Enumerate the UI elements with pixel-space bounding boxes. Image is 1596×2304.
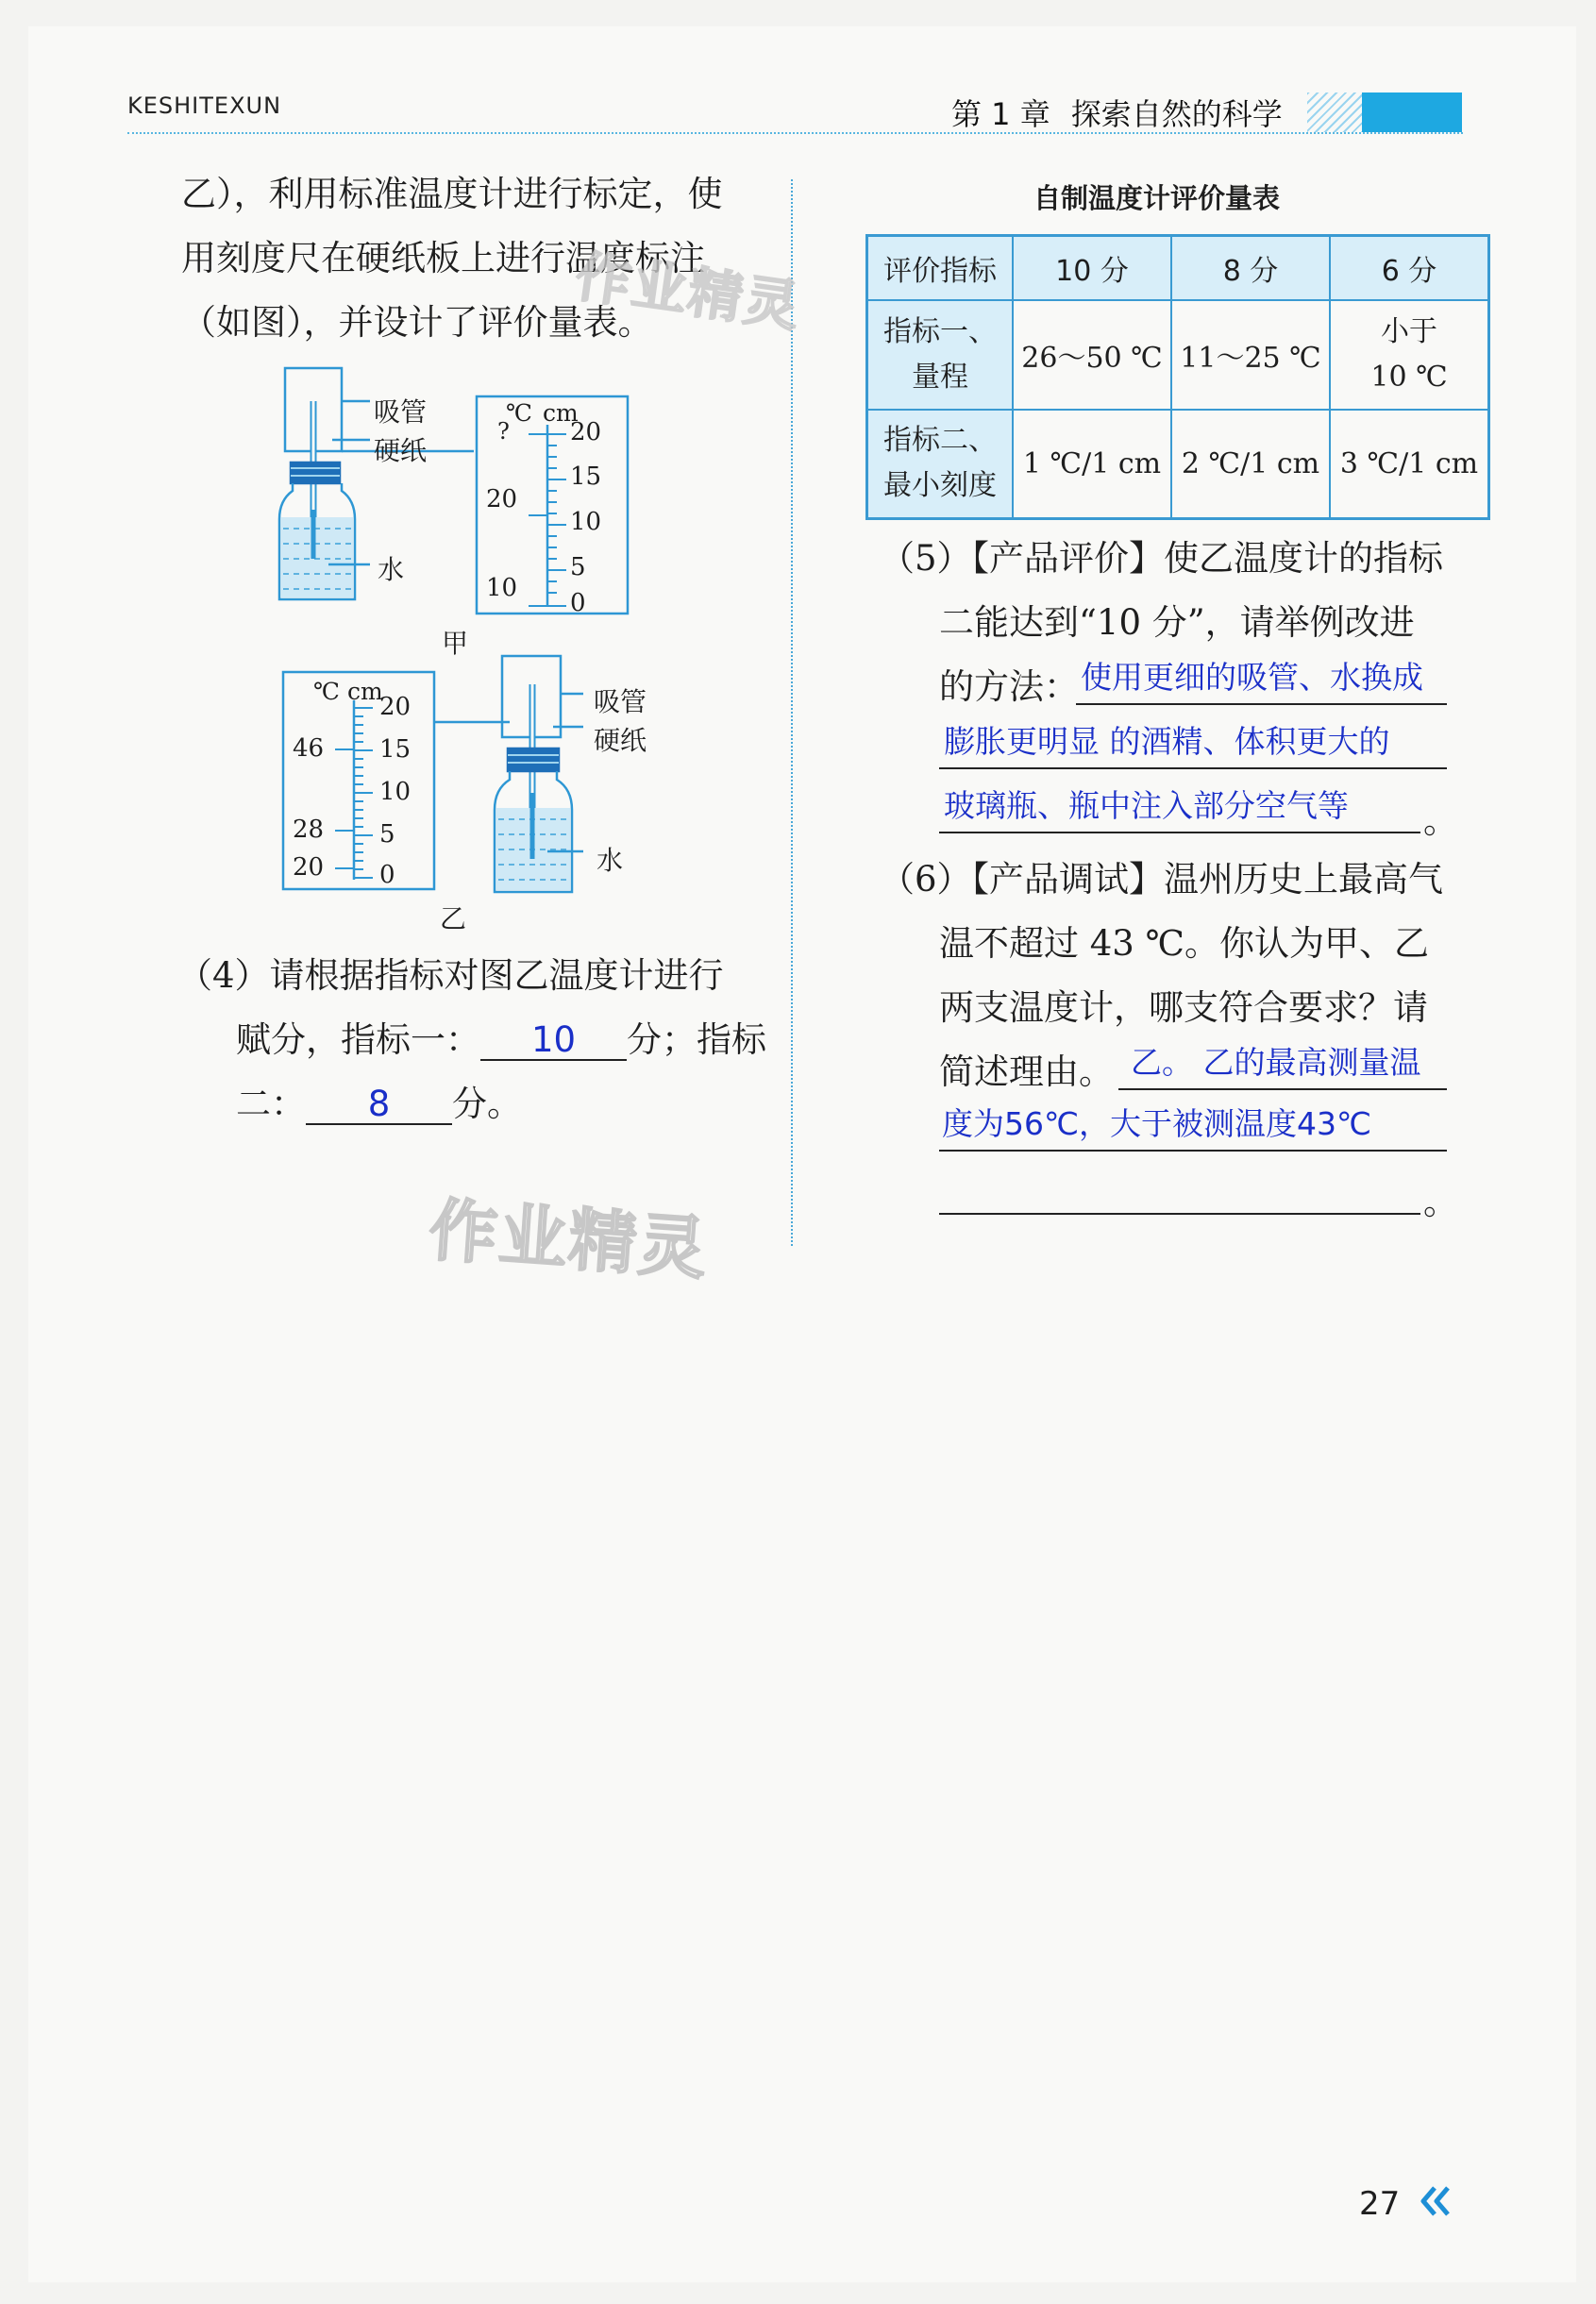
table-header-row: [867, 236, 1489, 300]
yi-straw-label: 吸管: [594, 686, 647, 717]
q5-line-2: 二能达到“10 分”，请举例改进: [939, 602, 1415, 643]
q4-line-2-post: 分；指标: [627, 1019, 766, 1060]
figure-caption-yi: 乙: [440, 903, 467, 934]
yi-c-tick: 46: [293, 734, 325, 763]
table-header-cell: 10 分: [1013, 236, 1171, 300]
table-header-cell: 8 分: [1171, 236, 1330, 300]
q4-answer-1: 10: [480, 1021, 627, 1061]
intro-line-3: （如图），并设计了评价量表。: [181, 302, 653, 343]
table-cell: 2 ℃/1 cm: [1171, 410, 1330, 519]
page-number: 27: [1359, 2185, 1401, 2223]
jia-cm-tick: 5: [570, 553, 586, 581]
row-name-line: 最小刻度: [883, 469, 997, 503]
jia-cm-tick: 0: [570, 589, 586, 617]
row-name-line: 指标二、: [883, 424, 997, 458]
jia-question-mark: ?: [497, 418, 510, 445]
table-row-name: [867, 410, 1014, 519]
q5-answer-line: [1076, 703, 1447, 705]
q6-end-mark: 。: [1423, 1182, 1458, 1222]
table-title: 自制温度计评价量表: [1033, 182, 1281, 214]
row-name-line: 指标一、: [883, 314, 997, 348]
figure-caption-jia: 甲: [442, 628, 469, 659]
q5-end-mark: 。: [1423, 800, 1458, 841]
cell-line: 10 ℃: [1370, 360, 1448, 394]
chapter-number: 第 1 章: [951, 96, 1050, 132]
q4-line-3-post: 分。: [452, 1084, 522, 1124]
table-row: [867, 300, 1489, 410]
yi-c-tick: 28: [293, 816, 325, 844]
table-cell: [1330, 300, 1489, 410]
q5-answer-text: 使用更细的吸管、水换成: [1081, 659, 1423, 696]
jia-unit-cm: cm: [543, 399, 579, 427]
jia-c-tick: 20: [486, 485, 518, 513]
q5-line-1: （5）【产品评价】使乙温度计的指标: [880, 538, 1444, 579]
table-cell: 3 ℃/1 cm: [1330, 410, 1489, 519]
table-row: [867, 410, 1489, 519]
q6-answer-line: [939, 1150, 1447, 1152]
intro-line-2: 用刻度尺在硬纸板上进行温度标注: [181, 238, 705, 278]
yi-water-label: 水: [596, 845, 624, 876]
jia-cm-tick: 15: [570, 462, 602, 491]
q4-line-2: [236, 1008, 766, 1072]
q6-line-2: 温不超过 43 ℃。你认为甲、乙: [939, 923, 1429, 964]
q4-line-3: [236, 1072, 522, 1136]
yi-cm-tick: 0: [379, 861, 395, 889]
header-hatch-decoration: [1307, 92, 1362, 132]
jia-unit-c: ℃: [506, 399, 532, 427]
q5-answer-text: 玻璃瓶、瓶中注入部分空气等: [944, 787, 1349, 824]
evaluation-table: [865, 234, 1490, 520]
q4-answer-2: 8: [306, 1085, 452, 1125]
jia-water-label: 水: [378, 554, 405, 585]
q4-line-1: （4）请根据指标对图乙温度计进行: [177, 955, 724, 996]
yi-cm-tick: 15: [379, 735, 412, 764]
jia-cm-tick: 20: [570, 418, 602, 446]
watermark: 作业精灵: [571, 244, 805, 340]
cell-line: 小于: [1381, 314, 1437, 348]
q4-line-3-pre: 二：: [236, 1084, 306, 1124]
jia-card-label: 硬纸: [374, 435, 428, 466]
yi-cm-tick: 10: [379, 778, 412, 806]
yi-unit-cm: cm: [347, 678, 383, 705]
yi-unit-c: ℃: [313, 678, 340, 705]
double-chevron-left-icon: [1416, 2182, 1453, 2220]
q6-answer-line: [1118, 1088, 1447, 1090]
q6-answer-line: [939, 1213, 1420, 1215]
row-name-line: 量程: [912, 360, 968, 394]
table-header-cell: 评价指标: [867, 236, 1014, 300]
intro-line-1: 乙），利用标准温度计进行标定，使: [181, 174, 723, 214]
yi-card-label: 硬纸: [594, 725, 647, 756]
q6-answer-text: 度为56℃，大于被测温度43℃: [942, 1105, 1372, 1142]
q5-answer-line: [939, 767, 1447, 769]
yi-cm-tick: 5: [379, 820, 395, 849]
jia-straw-label: 吸管: [374, 396, 428, 428]
table-cell: 1 ℃/1 cm: [1013, 410, 1171, 519]
table-cell: 26～50 ℃: [1013, 300, 1171, 410]
q6-answer-text: 乙。 乙的最高测量温: [1131, 1044, 1421, 1081]
q5-answer-line: [939, 832, 1420, 833]
chapter-title: 探索自然的科学: [1070, 96, 1283, 132]
header-brand: KESHITEXUN: [127, 92, 282, 119]
table-row-name: [867, 300, 1014, 410]
q6-line-1: （6）【产品调试】温州历史上最高气: [880, 859, 1444, 900]
table-header-cell: 6 分: [1330, 236, 1489, 300]
header-color-band: [1362, 92, 1462, 132]
q6-line-4-pre: 简述理由。: [939, 1051, 1114, 1092]
q5-line-3-pre: 的方法：: [939, 666, 1079, 707]
yi-cm-tick: 20: [379, 693, 412, 721]
q5-answer-text: 膨胀更明显 的酒精、体积更大的: [944, 723, 1390, 760]
chapter-heading: [951, 91, 1303, 134]
yi-c-tick: 20: [293, 853, 325, 882]
watermark: 作业精灵: [427, 1189, 712, 1289]
jia-cm-tick: 10: [570, 508, 602, 536]
table-cell: 11～25 ℃: [1171, 300, 1330, 410]
header-divider: [127, 132, 1463, 134]
jia-c-tick: 10: [486, 574, 518, 602]
q4-line-2-pre: 赋分，指标一：: [236, 1019, 480, 1060]
q6-line-3: 两支温度计，哪支符合要求？请: [939, 987, 1428, 1028]
